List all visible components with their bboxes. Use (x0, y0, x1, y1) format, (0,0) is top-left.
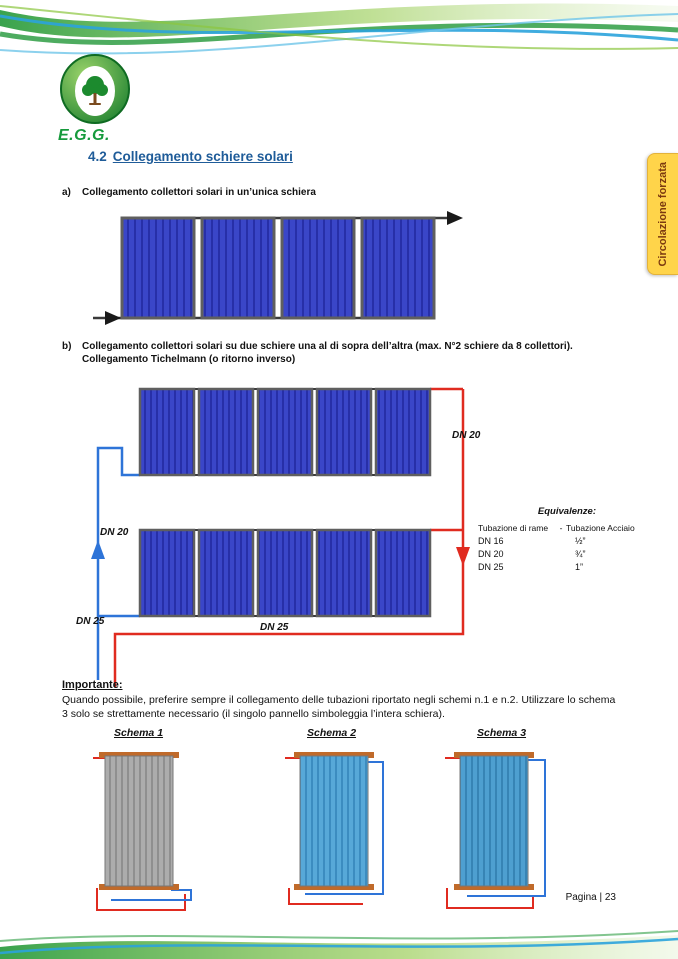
schema2-panel (300, 756, 368, 886)
egg-logo (58, 52, 132, 126)
section-b (62, 341, 642, 365)
equivalence-col-steel: Tubazione Acciaio (566, 523, 635, 533)
solar-panels-row (122, 218, 434, 318)
eq-inch-16: ½” (575, 536, 586, 546)
cold-supply-pipe (98, 448, 140, 680)
eq-dn-16: DN 16 (478, 536, 504, 546)
equivalence-separator: - (559, 523, 563, 533)
section-b-text-line1: Collegamento collettori solari su due schiere una al di sopra dell’altra (max. N°2 schiere da 8 collettori). (82, 341, 573, 352)
eq-inch-25: 1” (575, 562, 584, 572)
table-row (478, 549, 642, 559)
schema2-red-bottom-pipe (289, 888, 363, 904)
important-note (62, 679, 618, 722)
red-flow-down-arrow-icon (456, 547, 470, 566)
schema1-blue-pipe (111, 890, 191, 900)
equivalence-table (478, 506, 642, 572)
eq-inch-20: ¾” (575, 549, 586, 559)
important-text: Quando possibile, preferire sempre il collegamento delle tubazioni riportato negli schemi n.1 e n.2. Utilizzare lo schema 3 solo se strettamente necessario (il singolo pannello simboleggia l’intera schiera). (62, 694, 616, 721)
schema-1-label: Schema 1 (114, 727, 164, 739)
footer-wave-decoration (0, 927, 678, 959)
schema-1-diagram (85, 742, 205, 922)
pipe-label-dn20-left: DN 20 (100, 527, 129, 538)
pipe-label-dn20-right: DN 20 (452, 430, 481, 441)
schema-2-label: Schema 2 (307, 727, 357, 739)
section-a-marker: a) (62, 187, 71, 198)
schema3-panel (460, 756, 528, 886)
schema-3-label: Schema 3 (477, 727, 527, 739)
table-row (478, 536, 642, 546)
page-number: Pagina | 23 (565, 892, 616, 903)
single-row-array-diagram (85, 200, 465, 335)
heading-title: Collegamento schiere solari (112, 149, 293, 164)
side-tab-circolazione-forzata (647, 153, 678, 275)
section-a-text: Collegamento collettori solari in un’unica schiera (82, 187, 316, 198)
logo-text: E.G.G. (58, 127, 110, 144)
section-heading (88, 149, 293, 164)
heading-number: 4.2 (88, 149, 107, 164)
equivalence-col-copper: Tubazione di rame (478, 523, 549, 533)
schema1-panel (105, 756, 173, 886)
footer-green-wave-line (0, 931, 678, 941)
side-tab-label: Circolazione forzata (657, 161, 669, 267)
section-b-text-line2: Collegamento Tichelmann (o ritorno inverso) (82, 354, 296, 365)
eq-dn-20: DN 20 (478, 549, 504, 559)
flow-in-arrow-icon (105, 311, 121, 325)
schema3-red-bottom-pipe (447, 888, 533, 908)
section-a (62, 187, 622, 198)
solar-panels-lower-row (140, 530, 430, 616)
pipe-label-dn25-bottom: DN 25 (260, 622, 289, 633)
equivalence-header-row (478, 523, 642, 533)
schema-2-diagram (275, 742, 395, 922)
flow-out-arrow-icon (447, 211, 463, 225)
tichelmann-diagram (60, 375, 500, 705)
solar-panels-upper-row (140, 389, 430, 475)
eq-dn-25: DN 25 (478, 562, 504, 572)
pipe-label-dn25-left: DN 25 (76, 616, 105, 627)
equivalence-title: Equivalenze: (537, 506, 596, 517)
section-b-marker: b) (62, 341, 72, 352)
important-title: Importante: (62, 679, 123, 691)
blue-flow-up-arrow-icon (91, 540, 105, 559)
table-row (478, 562, 642, 572)
